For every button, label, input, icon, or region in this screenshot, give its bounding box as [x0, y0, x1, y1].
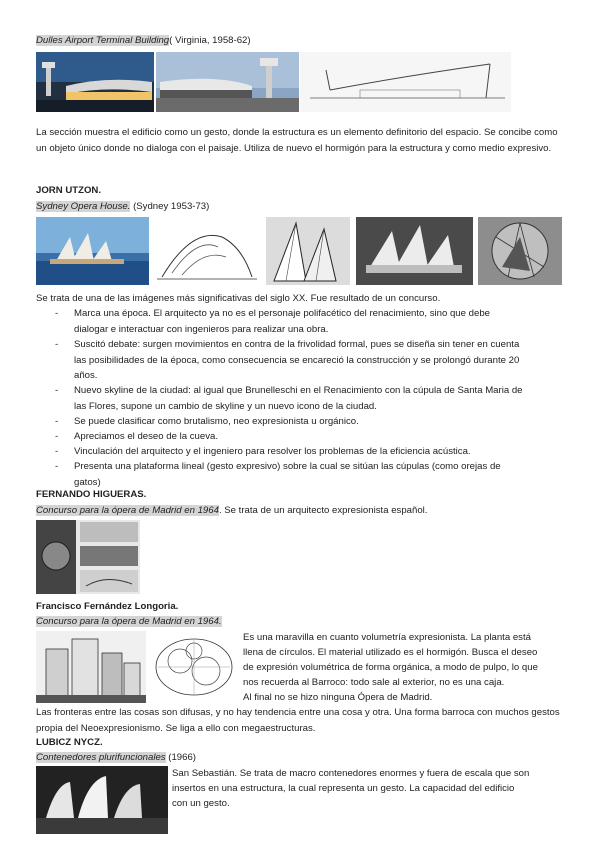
- dulles-photo-2: [156, 52, 299, 112]
- bullet-5: [74, 429, 218, 445]
- bullet-3-line-2: las Flores, supone un cambio de skyline y un nuevo icono de la ciudad.: [74, 400, 377, 412]
- higueras-heading: FERNANDO HIGUERAS.: [36, 489, 147, 500]
- longoria-after: Las fronteras entre las cosas son difusas, y no hay tendencia entre una cosa y otra. Una forma barroca con muchos gestos propia del Neoexpresionismo. Se liga a ello con megaestructuras.: [36, 707, 560, 734]
- longoria-title: Concurso para la ópera de Madrid en 1964.: [36, 616, 222, 627]
- dulles-paragraph: La sección muestra el edificio como un gesto, donde la estructura es un elemento definitorio del espacio. Se concibe como un objeto único donde no dialoga con el paisaje. Utiliza de nuevo el hormigón para la estructura y como medio expresivo.: [36, 127, 558, 154]
- bullet-3: [74, 383, 523, 414]
- dulles-photo-1: [36, 52, 154, 112]
- longoria-line-5: Al final no se hizo ninguna Ópera de Madrid.: [243, 692, 433, 703]
- bullet-4-line-1: Se puede clasificar como brutalismo, neo expresionista u orgánico.: [74, 416, 359, 427]
- bullet-dash: -: [55, 339, 59, 350]
- bullet-5-line-1: Apreciamos el deseo de la cueva.: [74, 431, 218, 442]
- bullet-2: [74, 337, 519, 384]
- bullet-2-line-2: las posibilidades de la época, como consecuencia se encareció la construcción y se prolongó durante 20: [74, 354, 520, 366]
- lubicz-line-3: con un gesto.: [172, 798, 230, 809]
- bullet-7-line-2: gatos): [74, 476, 101, 488]
- longoria-plan: [150, 631, 239, 703]
- lubicz-title: Contenedores plurifuncionales: [36, 752, 166, 763]
- longoria-line-4: nos recuerda al Barroco: todo sale al exterior, no es una caja.: [243, 677, 505, 688]
- dulles-title-line: [36, 33, 251, 49]
- utzon-sketch: [152, 217, 262, 285]
- utzon-heading: JORN UTZON.: [36, 185, 102, 196]
- bullet-4: [74, 414, 359, 430]
- higueras-title-rest: . Se trata de un arquitecto expresionista español.: [218, 505, 428, 516]
- bullet-dash: -: [55, 385, 59, 396]
- bullet-1-line-1: Marca una época. El arquitecto ya no es el personaje polifacético del renacimiento, sino que debe: [74, 308, 490, 319]
- longoria-line-2: llena de círculos. El material utilizado es el hormigón. Busca el deseo: [243, 647, 538, 658]
- bullet-1: [74, 306, 490, 337]
- utzon-model: [356, 217, 473, 285]
- utzon-shells-drawing: [266, 217, 350, 285]
- utzon-intro: Se trata de una de las imágenes más significativas del siglo XX. Fue resultado de un concurso.: [36, 293, 441, 304]
- bullet-6-line-1: Vinculación del arquitecto y el ingeniero para resolver los problemas de la eficiencia acústica.: [74, 446, 471, 457]
- bullet-dash: -: [55, 431, 59, 442]
- bullet-2-line-3: años.: [74, 370, 98, 381]
- utzon-title-line: [36, 199, 209, 215]
- bullet-dash: -: [55, 461, 59, 472]
- utzon-title: Sydney Opera House.: [36, 201, 131, 212]
- utzon-title-rest: (Sydney 1953-73): [130, 201, 210, 212]
- dulles-section-drawing: [300, 52, 511, 112]
- longoria-title-line: [36, 614, 222, 630]
- lubicz-line-1: San Sebastián. Se trata de macro contenedores enormes y fuera de escala que son: [172, 768, 530, 779]
- dulles-title: Dulles Airport Terminal Building: [36, 35, 170, 46]
- bullet-7-line-1: Presenta una plataforma lineal (gesto expresivo) sobre la cual se sitúan las cúpulas (como orejas de: [74, 461, 501, 472]
- lubicz-title-line: [36, 750, 196, 766]
- higueras-title: Concurso para la ópera de Madrid en 1964: [36, 505, 219, 516]
- bullet-7: [74, 459, 501, 490]
- longoria-heading: Francisco Fernández Longoria.: [36, 601, 179, 612]
- dulles-title-rest: ( Virginia, 1958-62): [169, 35, 251, 46]
- longoria-line-3: de expresión volumétrica de forma orgánica, a modo de pulpo, lo que: [243, 662, 538, 673]
- lubicz-title-rest: (1966): [165, 752, 197, 763]
- bullet-dash: -: [55, 416, 59, 427]
- lubicz-line-2: insertos en una estructura, la cual representa un gesto. La capacidad del edificio: [172, 783, 515, 794]
- higueras-collage: [36, 520, 140, 594]
- bullet-6: [74, 444, 471, 460]
- lubicz-photo: [36, 766, 168, 834]
- bullet-dash: -: [55, 446, 59, 457]
- higueras-title-line: [36, 503, 427, 519]
- utzon-sphere-diagram: [478, 217, 562, 285]
- longoria-line-1: Es una maravilla en cuanto volumetría expresionista. La planta está: [243, 632, 531, 643]
- lubicz-heading: LUBICZ NYCZ.: [36, 737, 103, 748]
- bullet-2-line-1: Suscitó debate: surgen movimientos en contra de la frivolidad formal, pues se diseña sin tener en cuenta: [74, 339, 520, 350]
- longoria-model: [36, 631, 146, 703]
- bullet-3-line-1: Nuevo skyline de la ciudad: al igual que Brunelleschi en el Renacimiento con la cúpula de Santa Maria de: [74, 385, 523, 396]
- bullet-1-line-2: dialogar e interactuar con ingenieros para realizar una obra.: [74, 323, 329, 335]
- utzon-photo-1: [36, 217, 149, 285]
- bullet-dash: -: [55, 308, 59, 319]
